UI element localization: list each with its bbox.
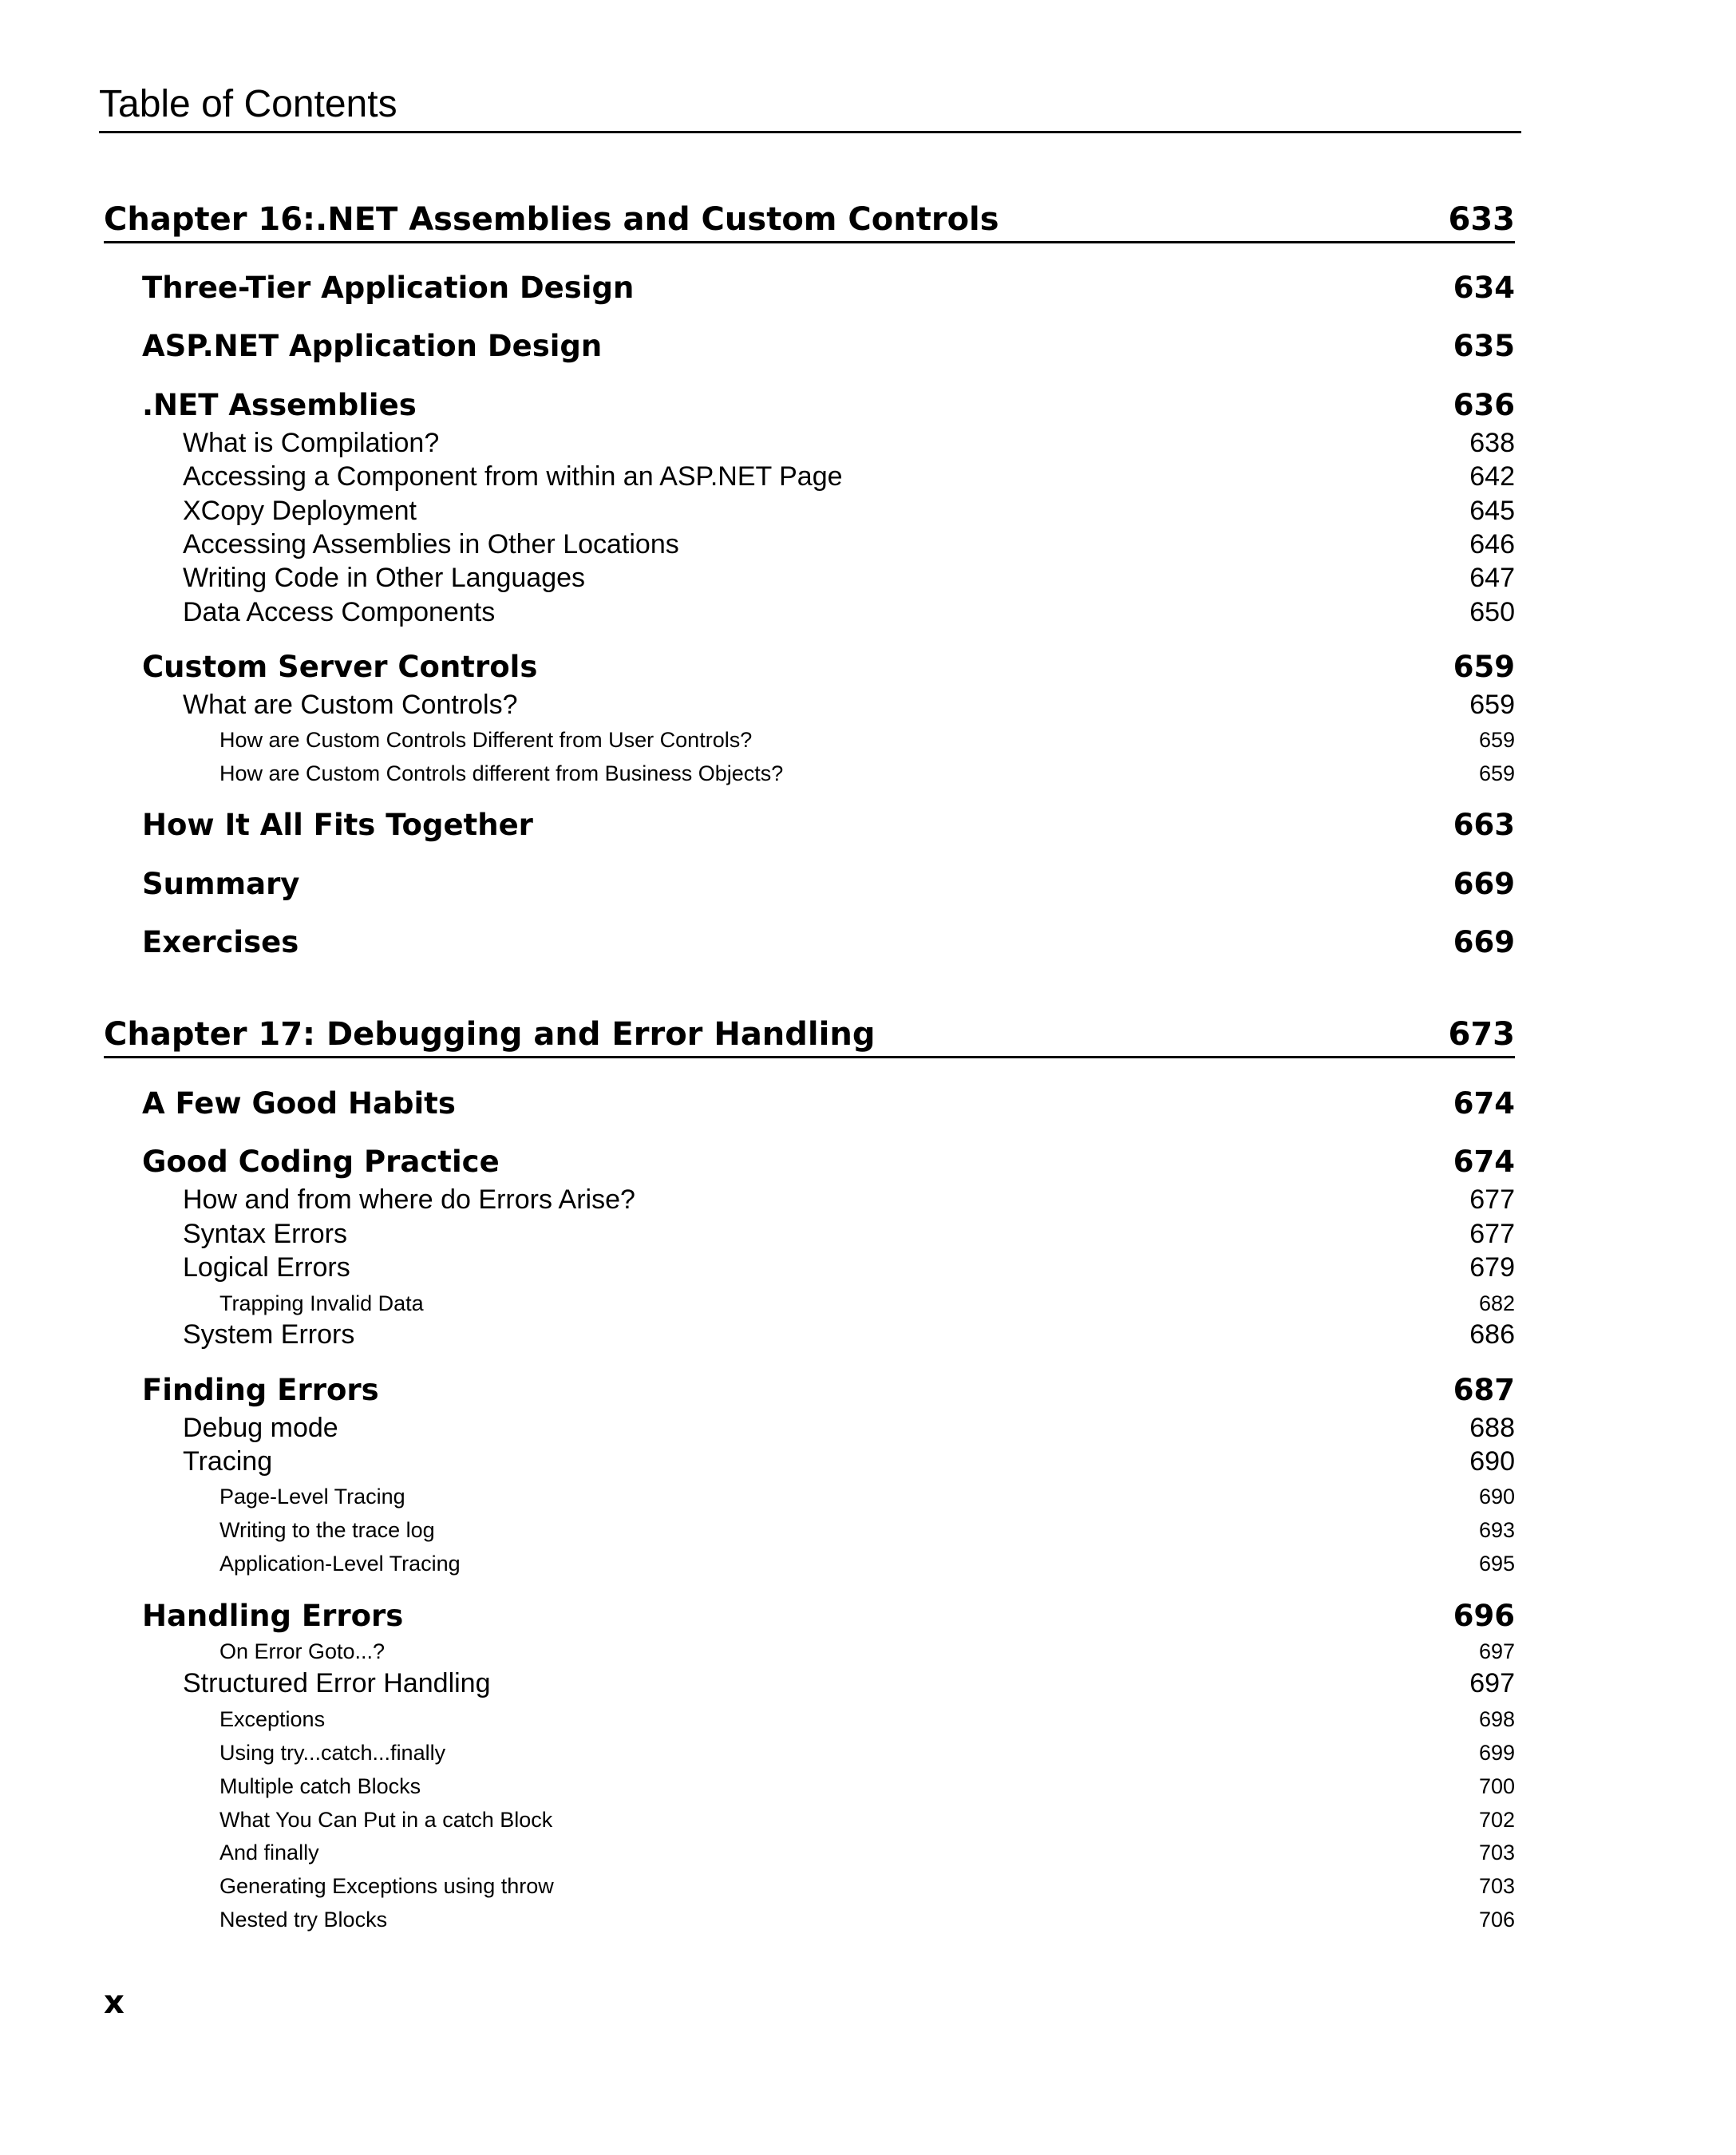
entry-title: Accessing a Component from within an ASP.NET Page — [183, 461, 843, 492]
toc-entry[interactable] — [0, 428, 1736, 463]
entry-page: 645 — [1469, 496, 1515, 526]
entry-page: 706 — [1478, 1908, 1515, 1932]
toc-entry[interactable] — [0, 271, 1736, 310]
entry-page: 677 — [1469, 1184, 1515, 1215]
entry-title: What is Compilation? — [183, 428, 440, 458]
chapter-page: 673 — [1448, 1016, 1515, 1053]
entry-page: 674 — [1453, 1145, 1515, 1179]
entry-title: How are Custom Controls Different from User Controls? — [219, 728, 753, 752]
entry-page: 647 — [1469, 563, 1515, 593]
entry-title: What are Custom Controls? — [183, 690, 518, 720]
entry-page: 634 — [1453, 271, 1515, 305]
entry-page: 659 — [1478, 728, 1515, 752]
toc-entry[interactable] — [0, 529, 1736, 564]
toc-entry[interactable] — [0, 1552, 1736, 1582]
toc-entry[interactable] — [0, 1874, 1736, 1904]
entry-page: 695 — [1478, 1552, 1515, 1576]
entry-page: 669 — [1453, 925, 1515, 959]
entry-page: 698 — [1478, 1707, 1515, 1731]
entry-page: 703 — [1478, 1841, 1515, 1864]
entry-title: What You Can Put in a catch Block — [219, 1808, 553, 1832]
entry-page: 642 — [1469, 461, 1515, 492]
entry-title: Summary — [142, 867, 300, 901]
toc-entry[interactable] — [0, 690, 1736, 725]
toc-entry[interactable] — [0, 1518, 1736, 1548]
entry-title: Three-Tier Application Design — [142, 271, 635, 305]
entry-page: 690 — [1469, 1446, 1515, 1477]
toc-entry[interactable] — [0, 728, 1736, 758]
chapter-rule — [104, 241, 1515, 243]
toc-entry[interactable] — [0, 388, 1736, 428]
entry-page: 697 — [1469, 1668, 1515, 1698]
entry-title: Good Coding Practice — [142, 1145, 500, 1179]
entry-page: 697 — [1478, 1639, 1515, 1663]
entry-page: 687 — [1453, 1373, 1515, 1407]
toc-entry[interactable] — [0, 329, 1736, 369]
entry-title: And finally — [219, 1841, 319, 1864]
chapter-rule — [104, 1056, 1515, 1058]
toc-entry[interactable] — [0, 1485, 1736, 1515]
toc-entry[interactable] — [0, 461, 1736, 496]
entry-title: A Few Good Habits — [142, 1086, 456, 1121]
entry-page: 702 — [1478, 1808, 1515, 1832]
entry-page: 663 — [1453, 808, 1515, 842]
entry-title: Multiple catch Blocks — [219, 1774, 421, 1798]
toc-entry[interactable] — [0, 1184, 1736, 1220]
entry-title: How are Custom Controls different from Business Objects? — [219, 761, 784, 785]
entry-page: 703 — [1478, 1874, 1515, 1898]
chapter-page: 633 — [1448, 201, 1515, 238]
toc-entry[interactable] — [0, 808, 1736, 848]
entry-title: Using try...catch...finally — [219, 1741, 446, 1765]
entry-title: Exercises — [142, 925, 299, 959]
entry-page: 650 — [1469, 597, 1515, 627]
toc-entry[interactable] — [0, 597, 1736, 632]
toc-entry[interactable] — [0, 1741, 1736, 1771]
toc-entry[interactable] — [0, 1086, 1736, 1126]
toc-entry[interactable] — [0, 1774, 1736, 1805]
entry-title: Accessing Assemblies in Other Locations — [183, 529, 679, 560]
entry-title: Custom Server Controls — [142, 650, 538, 684]
entry-page: 646 — [1469, 529, 1515, 560]
toc-entry[interactable] — [0, 1413, 1736, 1448]
entry-title: .NET Assemblies — [142, 388, 417, 422]
toc-entry[interactable] — [0, 1373, 1736, 1413]
entry-title: ASP.NET Application Design — [142, 329, 603, 363]
page-title: Table of Contents — [99, 80, 1521, 133]
toc-entry[interactable] — [0, 925, 1736, 965]
entry-page: 679 — [1469, 1252, 1515, 1283]
entry-title: Writing Code in Other Languages — [183, 563, 586, 593]
toc-entry[interactable] — [0, 1219, 1736, 1254]
entry-page: 674 — [1453, 1086, 1515, 1121]
entry-page: 636 — [1453, 388, 1515, 422]
entry-page: 659 — [1453, 650, 1515, 684]
entry-title: Writing to the trace log — [219, 1518, 435, 1542]
toc-entry[interactable] — [0, 1291, 1736, 1322]
chapter-title: Chapter 16:.NET Assemblies and Custom Controls — [104, 201, 999, 238]
entry-title: Logical Errors — [183, 1252, 350, 1283]
toc-entry[interactable] — [0, 761, 1736, 792]
entry-page: 635 — [1453, 329, 1515, 363]
toc-entry[interactable] — [0, 1668, 1736, 1703]
page-number: x — [104, 1984, 125, 2021]
entry-title: XCopy Deployment — [183, 496, 417, 526]
entry-page: 682 — [1478, 1291, 1515, 1315]
toc-entry[interactable] — [0, 1446, 1736, 1481]
toc-entry[interactable] — [0, 1707, 1736, 1738]
entry-page: 677 — [1469, 1219, 1515, 1249]
toc-entry[interactable] — [0, 1145, 1736, 1184]
entry-title: Structured Error Handling — [183, 1668, 491, 1698]
toc-entry[interactable] — [0, 1908, 1736, 1938]
entry-title: Handling Errors — [142, 1599, 404, 1633]
entry-page: 659 — [1469, 690, 1515, 720]
entry-page: 699 — [1478, 1741, 1515, 1765]
entry-page: 659 — [1478, 761, 1515, 785]
toc-entry[interactable] — [0, 496, 1736, 531]
toc-entry[interactable] — [0, 650, 1736, 690]
entry-page: 700 — [1478, 1774, 1515, 1798]
entry-title: Page-Level Tracing — [219, 1485, 405, 1508]
toc-entry[interactable] — [0, 1252, 1736, 1287]
entry-title: System Errors — [183, 1319, 355, 1350]
entry-page: 638 — [1469, 428, 1515, 458]
chapter-heading[interactable] — [0, 201, 1736, 246]
entry-title: On Error Goto...? — [219, 1639, 386, 1663]
entry-page: 696 — [1453, 1599, 1515, 1633]
entry-title: Syntax Errors — [183, 1219, 347, 1249]
entry-page: 669 — [1453, 867, 1515, 901]
entry-title: Generating Exceptions using throw — [219, 1874, 554, 1898]
entry-title: Data Access Components — [183, 597, 496, 627]
toc-entry[interactable] — [0, 1599, 1736, 1639]
entry-title: How It All Fits Together — [142, 808, 533, 842]
chapter-title: Chapter 17: Debugging and Error Handling — [104, 1016, 876, 1053]
entry-page: 688 — [1469, 1413, 1515, 1443]
toc-entry[interactable] — [0, 1639, 1736, 1670]
entry-title: Nested try Blocks — [219, 1908, 388, 1932]
entry-title: Application-Level Tracing — [219, 1552, 461, 1576]
toc-entry[interactable] — [0, 563, 1736, 598]
toc-entry[interactable] — [0, 1841, 1736, 1871]
entry-title: Finding Errors — [142, 1373, 379, 1407]
entry-title: Tracing — [183, 1446, 273, 1477]
toc-entry[interactable] — [0, 1808, 1736, 1838]
entry-title: Debug mode — [183, 1413, 338, 1443]
chapter-heading[interactable] — [0, 1016, 1736, 1061]
entry-page: 686 — [1469, 1319, 1515, 1350]
entry-page: 690 — [1478, 1485, 1515, 1508]
toc-entry[interactable] — [0, 1319, 1736, 1354]
entry-title: How and from where do Errors Arise? — [183, 1184, 635, 1215]
toc-entry[interactable] — [0, 867, 1736, 907]
entry-page: 693 — [1478, 1518, 1515, 1542]
entry-title: Trapping Invalid Data — [219, 1291, 424, 1315]
entry-title: Exceptions — [219, 1707, 326, 1731]
